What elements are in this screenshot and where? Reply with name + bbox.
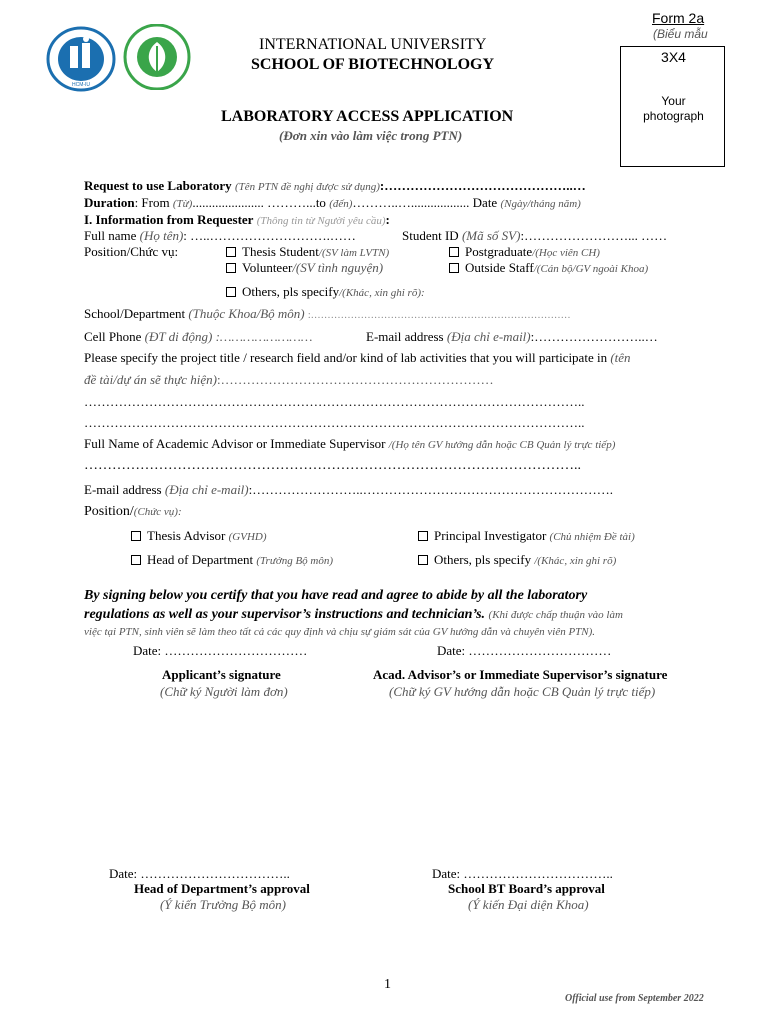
school-name: SCHOOL OF BIOTECHNOLOGY: [251, 56, 495, 73]
volunteer-label: Volunteer: [242, 260, 293, 275]
school-dept-field[interactable]: :……………………………………………………………………: [307, 310, 571, 321]
svg-text:HCM-IU: HCM-IU: [71, 82, 91, 88]
form-title: LABORATORY ACCESS APPLICATION: [221, 108, 514, 125]
head-approval-vi: (Ý kiến Trưởng Bộ môn): [160, 897, 286, 912]
advisor-position-label: Position/: [84, 504, 134, 519]
official-use-note: Official use from September 2022: [565, 993, 704, 1004]
request-lab-field[interactable]: :……………………………………..…: [379, 178, 586, 193]
school-of-biotechnology-logo: [122, 24, 192, 90]
others-vi: /(Khác, xin ghi rõ):: [339, 287, 425, 299]
duration-to-vi: (đến): [329, 198, 353, 210]
school-dept-row: [84, 306, 571, 322]
others-label: Others, pls specify: [242, 284, 340, 299]
board-date-field[interactable]: Date: ……………………………..: [432, 866, 613, 881]
project-field-2[interactable]: ……………………………………………………………………………………………………..: [84, 394, 585, 409]
cell-phone-label: Cell Phone: [84, 329, 142, 344]
advisor-signature-label: Acad. Advisor’s or Immediate Supervisor’s signature: [373, 667, 668, 682]
duration-to-field[interactable]: ………..…..................: [352, 195, 470, 210]
applicant-date-field[interactable]: Date: ……………………………: [133, 643, 308, 658]
head-of-department-label: Head of Department: [147, 552, 254, 567]
certify-line2-text: regulations as well as your supervisor’s instructions and technician’s.: [84, 607, 486, 622]
photo-line2: photograph: [643, 109, 704, 123]
section1-heading-vi: (Thông tin từ Người yêu cầu): [256, 215, 386, 227]
email-label: E-mail address: [366, 329, 444, 344]
project-question-vi-2: đề tài/dự án sẽ thực hiện): [84, 372, 217, 387]
volunteer-vi: /(SV tình nguyện): [292, 260, 384, 275]
student-id-field[interactable]: :……………………... ……: [520, 228, 668, 243]
advisor-email-row: [84, 482, 613, 498]
request-lab-label: Request to use Laboratory: [84, 178, 232, 193]
certify-line3-vi: việc tại PTN, sinh viên sẽ làm theo tất cả các quy định và chịu sự giám sát của GV hướng dẫn và chuyên viên PTN).: [84, 626, 596, 638]
head-of-department-vi: (Trưởng Bộ môn): [256, 555, 334, 567]
cell-phone-row: [84, 329, 312, 345]
request-lab-row: [84, 178, 586, 194]
board-approval-label: School BT Board’s approval: [448, 881, 605, 896]
email-row: [366, 329, 658, 345]
form-label: Form 2a: [652, 10, 705, 26]
project-line1: [84, 350, 631, 366]
thesis-advisor-label: Thesis Advisor: [147, 528, 226, 543]
cell-phone-field[interactable]: :……………………: [215, 329, 313, 344]
board-approval-vi: (Ý kiến Đại diện Khoa): [468, 897, 589, 912]
duration-label: Duration: [84, 195, 135, 210]
page-number: 1: [384, 977, 391, 992]
advisor-name-field[interactable]: ……………………………………………………………………………………………..: [84, 458, 581, 473]
fullname-label: Full name: [84, 228, 137, 243]
postgraduate-vi: /(Học viên CH): [532, 247, 600, 259]
option-others[interactable]: [226, 284, 425, 300]
certify-line2-vi: (Khi được chấp thuận vào làm: [488, 609, 623, 621]
thesis-student-label: Thesis Student: [242, 244, 319, 259]
applicant-signature-vi: (Chữ ký Người làm đơn): [160, 684, 288, 699]
project-field-3[interactable]: ……………………………………………………………………………………………………..: [84, 415, 585, 430]
option-thesis-advisor[interactable]: [131, 528, 267, 544]
photo-box: [620, 46, 725, 167]
option-thesis-student[interactable]: [226, 244, 389, 260]
student-id-row: [402, 228, 667, 244]
advisor-others-vi: /(Khác, xin ghi rõ): [534, 555, 617, 567]
others-checkbox[interactable]: [226, 287, 236, 297]
applicant-signature-label: Applicant’s signature: [162, 667, 281, 682]
option-principal-investigator[interactable]: [418, 528, 635, 544]
photo-line1: Your: [661, 94, 686, 108]
student-id-label: Student ID: [402, 228, 459, 243]
certify-line1: By signing below you certify that you have read and agree to abide by all the laboratory: [84, 588, 588, 603]
advisor-signature-vi: (Chữ ký GV hướng dẫn hoặc CB Quản lý trực tiếp): [389, 684, 656, 699]
section1-colon: :: [385, 212, 390, 227]
option-volunteer[interactable]: [226, 260, 383, 276]
advisor-others-checkbox[interactable]: [418, 555, 428, 565]
university-name: INTERNATIONAL UNIVERSITY: [259, 36, 487, 53]
school-dept-label: School/Department: [84, 306, 186, 321]
section1-heading: I. Information from Requester: [84, 212, 254, 227]
postgraduate-checkbox[interactable]: [449, 247, 459, 257]
advisor-position-vi: (Chức vụ):: [133, 506, 182, 518]
project-question-vi: (tên: [610, 350, 631, 365]
option-advisor-others[interactable]: [418, 552, 616, 568]
fullname-field[interactable]: : …..……………………….……: [183, 228, 356, 243]
option-head-of-department[interactable]: [131, 552, 333, 568]
international-university-logo: [46, 26, 116, 92]
advisor-email-field[interactable]: :……………………..………………………………………………….: [248, 482, 614, 497]
duration-row: [84, 195, 581, 211]
postgraduate-label: Postgraduate: [465, 244, 533, 259]
request-lab-label-vi: (Tên PTN đề nghị được sử dụng): [234, 181, 380, 193]
duration-date-vi: (Ngày/tháng năm): [500, 198, 581, 210]
outside-staff-label: Outside Staff: [465, 260, 534, 275]
advisor-email-label: E-mail address: [84, 482, 162, 497]
duration-to-label: .to: [312, 195, 326, 210]
head-approval-label: Head of Department’s approval: [134, 881, 310, 896]
advisor-date-field[interactable]: Date: ……………………………: [437, 643, 612, 658]
fullname-row: [84, 228, 356, 244]
student-id-label-vi: (Mã số SV): [461, 228, 521, 243]
photo-size: 3X4: [661, 49, 686, 65]
advisor-name-vi: /(Họ tên GV hướng dẫn hoặc CB Quản lý trực tiếp): [388, 439, 616, 451]
email-vi: (Địa chỉ e-mail): [446, 329, 531, 344]
position-label: Position/Chức vụ:: [84, 244, 179, 259]
outside-staff-checkbox[interactable]: [449, 263, 459, 273]
advisor-email-vi: (Địa chỉ e-mail): [164, 482, 249, 497]
school-dept-vi: (Thuộc Khoa/Bộ môn): [188, 306, 305, 321]
thesis-student-vi: /(SV làm LVTN): [318, 247, 390, 259]
advisor-others-label: Others, pls specify: [434, 552, 532, 567]
advisor-position-row: [84, 504, 182, 520]
project-question: Please specify the project title / research field and/or kind of lab activities that you will participate in: [84, 350, 608, 365]
principal-investigator-label: Principal Investigator: [434, 528, 547, 543]
section1-heading-row: [84, 212, 390, 228]
principal-investigator-vi: (Chủ nhiệm Đề tài): [549, 531, 635, 543]
option-outside-staff[interactable]: [449, 260, 648, 276]
duration-date-label: Date: [469, 195, 498, 210]
form-title-vi: (Đơn xin vào làm việc trong PTN): [279, 128, 463, 143]
thesis-advisor-vi: (GVHD): [228, 531, 267, 543]
project-line2: [84, 372, 494, 388]
thesis-student-checkbox[interactable]: [226, 247, 236, 257]
duration-from-field[interactable]: ...................... ………..: [192, 195, 313, 210]
principal-investigator-checkbox[interactable]: [418, 531, 428, 541]
advisor-name-row: [84, 436, 615, 452]
advisor-name-label: Full Name of Academic Advisor or Immediate Supervisor: [84, 436, 386, 451]
head-of-department-checkbox[interactable]: [131, 555, 141, 565]
duration-from-label: : From: [134, 195, 170, 210]
outside-staff-vi: /(Cán bộ/GV ngoài Khoa): [533, 263, 649, 275]
option-postgraduate[interactable]: [449, 244, 600, 260]
head-date-field[interactable]: Date: ……………………………..: [109, 866, 290, 881]
duration-from-vi: (Từ): [172, 198, 193, 210]
email-field[interactable]: :……………………..…: [530, 329, 658, 344]
project-field-1[interactable]: :………………………………………………………: [216, 372, 494, 387]
cell-phone-vi: (ĐT di động): [144, 329, 213, 344]
thesis-advisor-checkbox[interactable]: [131, 531, 141, 541]
fullname-label-vi: (Họ tên): [139, 228, 184, 243]
certify-line2: [84, 607, 623, 623]
form-sub-label: (Biểu mẫu: [653, 27, 708, 41]
volunteer-checkbox[interactable]: [226, 263, 236, 273]
